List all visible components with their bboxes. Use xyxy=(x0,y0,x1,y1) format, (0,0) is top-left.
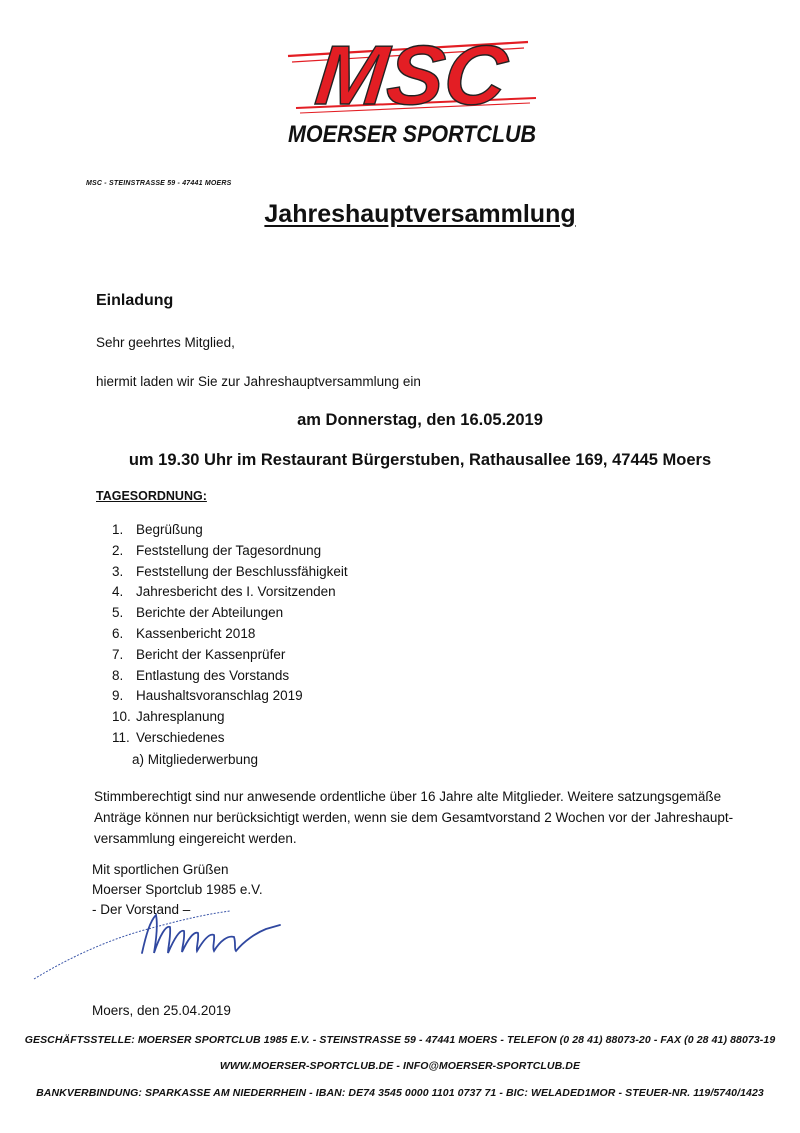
agenda-item-text: Feststellung der Tagesordnung xyxy=(136,542,322,558)
agenda-item xyxy=(96,686,348,707)
footer-web-line: WWW.MOERSER-SPORTCLUB.DE - INFO@MOERSER-SPORTCLUB.DE xyxy=(219,1060,581,1072)
agenda-item-text: Berichte der Abteilungen xyxy=(136,605,284,621)
agenda-item-text: Jahresbericht des I. Vorsitzenden xyxy=(136,584,336,600)
footer-office-line: GESCHÄFTSSTELLE: MOERSER SPORTCLUB 1985 E.V. - STEINSTRASSE 59 - 47441 MOERS - TELEFON (0 28 41) 88073-20 - FAX (0 28 41) 88073-19 xyxy=(24,1034,776,1046)
agenda-item xyxy=(96,520,348,541)
voting-rights-paragraph: Stimmberechtigt sind nur anwesende ordentliche über 16 Jahre alte Mitglieder. Weitere satzungsgemäße Anträge können nur berücksichtigt werden, wenn sie dem Gesamtvorstand 2 Wochen vor der Jahreshaupt-versammlung eingereicht werden. xyxy=(94,789,734,846)
footer-bank-line: BANKVERBINDUNG: SPARKASSE AM NIEDERRHEIN - IBAN: DE74 3545 0000 1101 0737 71 - BIC: WELADED1MOR - STEUER-NR. 119/5740/1423 xyxy=(36,1087,764,1099)
agenda-item-number: 3. xyxy=(112,563,124,579)
agenda-item xyxy=(96,707,348,728)
agenda-item-number: 8. xyxy=(112,667,124,683)
handwritten-signature xyxy=(30,895,290,985)
agenda-item-number: 6. xyxy=(112,625,124,641)
agenda-item-number: 11. xyxy=(112,729,130,745)
agenda-item-text: Verschiedenes xyxy=(136,729,225,745)
agenda-item-number: 9. xyxy=(112,688,124,704)
closing-board: - Der Vorstand – xyxy=(92,902,191,917)
place-date: Moers, den 25.04.2019 xyxy=(92,1003,231,1018)
agenda-item-number: 7. xyxy=(112,646,124,662)
invitation-heading: Einladung xyxy=(96,292,174,309)
svg-text:MSC: MSC xyxy=(311,28,508,122)
agenda-item xyxy=(96,541,348,562)
agenda-item-text: Feststellung der Beschlussfähigkeit xyxy=(136,563,348,579)
agenda-list xyxy=(96,520,348,749)
agenda-subitem: a) Mitgliederwerbung xyxy=(132,752,259,767)
intro-text: hiermit laden wir Sie zur Jahreshauptversammlung ein xyxy=(96,374,421,389)
agenda-item-text: Jahresplanung xyxy=(136,709,225,725)
agenda-item-number: 5. xyxy=(112,605,124,621)
agenda-item-number: 10. xyxy=(112,709,131,725)
agenda-item-text: Bericht der Kassenprüfer xyxy=(136,646,286,662)
agenda-item xyxy=(96,603,348,624)
svg-text:MOERSER SPORTCLUB: MOERSER SPORTCLUB xyxy=(288,121,536,148)
meeting-time-place: um 19.30 Uhr im Restaurant Bürgerstuben, Rathausallee 169, 47445 Moers xyxy=(128,451,712,469)
agenda-item-number: 1. xyxy=(112,522,124,537)
agenda-item-text: Entlastung des Vorstands xyxy=(136,667,290,683)
agenda-item xyxy=(96,728,348,749)
agenda-item-text: Begrüßung xyxy=(136,522,203,537)
agenda-heading: TAGESORDNUNG: xyxy=(96,489,207,503)
agenda-item-text: Kassenbericht 2018 xyxy=(136,625,256,641)
closing-greeting: Mit sportlichen Grüßen xyxy=(92,862,229,877)
salutation: Sehr geehrtes Mitglied, xyxy=(96,335,235,350)
meeting-date: am Donnerstag, den 16.05.2019 xyxy=(297,411,543,429)
agenda-item xyxy=(96,645,348,666)
agenda-item xyxy=(96,562,348,583)
page-title: Jahreshauptversammlung xyxy=(264,200,576,228)
agenda-item-number: 4. xyxy=(112,584,124,600)
sender-address-line: MSC - STEINSTRASSE 59 - 47441 MOERS xyxy=(86,180,232,187)
agenda-item xyxy=(96,624,348,645)
msc-logo xyxy=(278,12,548,154)
agenda-item xyxy=(96,582,348,603)
agenda-item xyxy=(96,666,348,687)
closing-club-name: Moerser Sportclub 1985 e.V. xyxy=(92,882,263,897)
agenda-item-number: 2. xyxy=(112,542,124,558)
agenda-item-text: Haushaltsvoranschlag 2019 xyxy=(136,688,303,704)
